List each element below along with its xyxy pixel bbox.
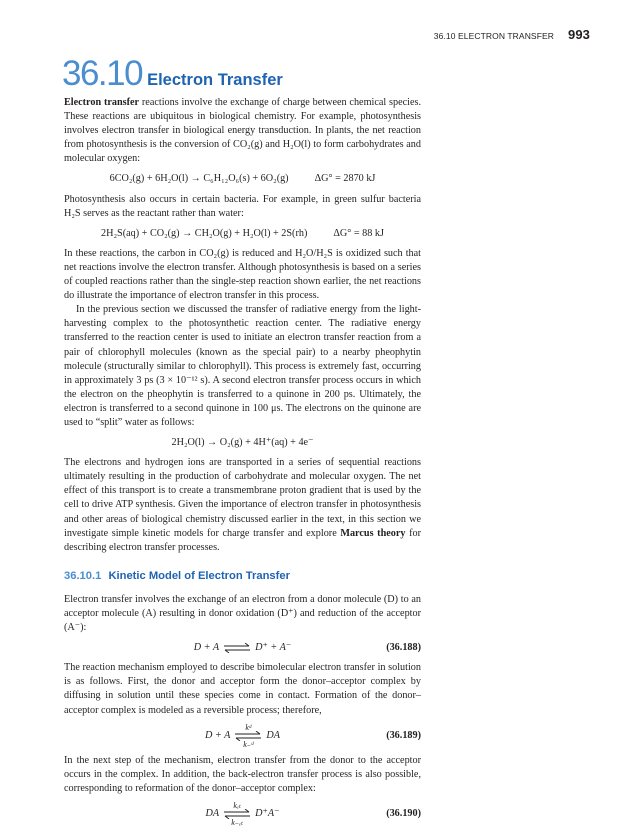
equation-36-188 (64, 641, 421, 655)
subsection-title: Kinetic Model of Electron Transfer (108, 569, 290, 582)
running-head (434, 27, 590, 42)
reactions-paragraph: In these reactions, the carbon in CO₂(g) is reduced and H₂O/H₂S is oxidized such that net reactions involve the electron transfer. Although photosynthesis is based on a series of coupled reactions rather than the single-step reaction shown earlier, the net reactions do illustrate the importance of electron transfer in this process. (64, 247, 421, 302)
subsection-heading (64, 569, 421, 583)
equation-36-190 (64, 802, 421, 826)
eq188-number: (36.188) (386, 642, 421, 654)
equation-sulfur-bacteria (64, 227, 421, 241)
eq189-left: D + A (205, 729, 231, 741)
running-head-label: 36.10 ELECTRON TRANSFER (433, 31, 554, 41)
eq1-energy: ΔG° = 2870 kJ (314, 173, 376, 185)
bacteria-paragraph: Photosynthesis also occurs in certain bacteria. For example, in green sulfur bacteria H₂S serves as the reactant rather than water: (64, 193, 421, 219)
equation-water-split (64, 436, 421, 450)
eq2-energy: ΔG° = 88 kJ (333, 227, 384, 239)
subsection-number: 36.10.1 (64, 569, 102, 582)
equilibrium-arrow-icon (223, 802, 251, 826)
body-text (64, 96, 421, 832)
equilibrium-arrow-icon (234, 724, 262, 748)
hydrogen-text-after: for describing electron transfer processes. (64, 527, 421, 553)
eq1-reaction: 6CO₂(g) + 6H₂O(l) → C₆H₁₂O₆(s) + 6O₂(g) (109, 173, 289, 185)
hydrogen-paragraph (64, 456, 421, 555)
intro-text: reactions involve the exchange of charge between chemical species. These reactions are ubiquitous in biological chemistry. For example, photosynthesis involves electron transfer in biological energy transduction. In plants, the net reaction from photosynthesis is the conversion of CO₂(g) and H₂O(l) to form carbohydrates and molecular oxygen: (64, 97, 421, 165)
eq189-number: (36.189) (386, 729, 421, 741)
section-heading (62, 56, 283, 91)
next-step-paragraph: In the next step of the mechanism, electron transfer from the donor to the acceptor occurs in the complex. In addition, the back-electron transfer process is also possible, corresponding to reformation of the donor–acceptor complex: (64, 754, 421, 794)
kinetic-paragraph: Electron transfer involves the exchange of an electron from a donor molecule (D) to an acceptor molecule (A) resulting in donor oxidation (D⁺) and reduction of the acceptor (A⁻): (64, 593, 421, 634)
eq188-right: D⁺ + A⁻ (255, 642, 292, 654)
eq190-k-back: k₋ₑₜ (231, 817, 244, 827)
eq189-k-back: k₋ᵈ (243, 739, 254, 749)
eq2-reaction: 2H₂S(aq) + CO₂(g) → CH₂O(g) + H₂O(l) + 2S(rh) (101, 227, 308, 239)
eq190-left: DA (205, 807, 220, 819)
eq3-reaction: 2H₂O(l) → O₂(g) + 4H⁺(aq) + 4e⁻ (171, 437, 314, 449)
section-title: Electron Transfer (147, 71, 283, 89)
eq189-k-forward: kᵈ (245, 722, 252, 732)
eq190-number: (36.190) (386, 807, 421, 819)
previous-section-paragraph: In the previous section we discussed the transfer of radiative energy from the light-harvesting complex to the photosynthetic reaction center. The radiative energy transferred to the reaction center is used to initiate an electron transfer reaction from a pair of chlorophyll molecules (known as the special pair) to a nearby pheophytin molecule (structurally similar to chlorophyll). This process is extremely fast, occurring in approximately 3 ps (3 × 10⁻¹² s). A second electron transfer process occurs in which the electron on the pheophytin is transferred to a quinone in 200 ps. Ultimately, the electron is transferred to a second quinone in 100 μs. The electrons on the quinone are used to “split” water as follows: (64, 304, 421, 428)
eq190-right: D⁺A⁻ (255, 807, 280, 819)
equilibrium-arrow-icon (223, 643, 251, 653)
intro-paragraph (64, 96, 421, 166)
eq189-right: DA (266, 729, 280, 741)
eq188-left: D + A (193, 642, 220, 654)
equation-36-189 (64, 724, 421, 748)
hydrogen-text-before: The electrons and hydrogen ions are transported in a series of sequential reactions ultimately resulting in the production of carbohydrate and molecular oxygen. The net effect of this transport is to create a transmembrane proton gradient that is used by the cell to drive ATP synthesis. Given the importance of electron transfer in photosynthesis and other areas of biological chemistry discussed earlier in the text, in this section we investigate simple kinetic models for charge transfer and explore (64, 457, 421, 539)
eq190-k-forward: kₑₜ (233, 800, 241, 810)
equation-photosynthesis (64, 172, 421, 186)
intro-term: Electron transfer (64, 97, 140, 108)
mechanism-paragraph: The reaction mechanism employed to describe bimolecular electron transfer in solution is as follows. First, the donor and acceptor form the donor–acceptor complex by diffusing in solution until these species come in contact. Formation of the donor–acceptor complex is modeled as a reversible process; therefore, (64, 662, 421, 716)
marcus-theory-term: Marcus theory (340, 527, 406, 539)
page-number: 993 (568, 27, 590, 42)
section-number: 36.10 (62, 54, 143, 93)
